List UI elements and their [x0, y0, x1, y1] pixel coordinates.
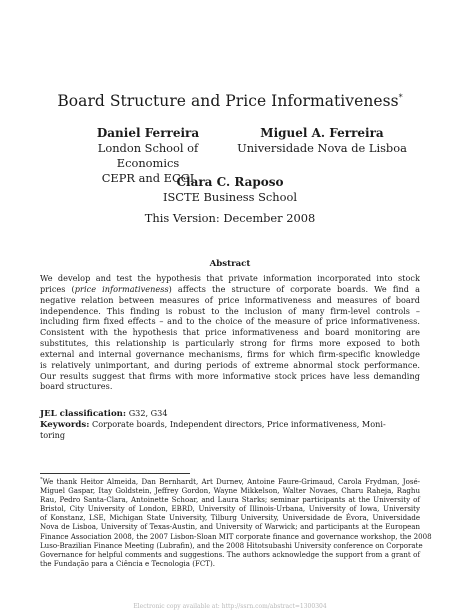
footnote-line: of Konstanz, LSE, Michigan State University, Tilburg University, Universidade de Évora, Universidade [40, 513, 420, 523]
abstract-text: ) affects the structure of corporate boards. We find a [168, 283, 420, 294]
footnote-line [40, 477, 420, 486]
author-affiliation: CEPR and ECGI [101, 171, 195, 185]
jel-value: G32, G34 [128, 408, 168, 418]
footnote-line: Rau, Pedro Santa-Clara, Antoinette Schoar, and Laura Starks; seminar participants at the University of [40, 495, 420, 505]
footnote-line: the Fundação para a Ciência e Tecnologia (FCT). [40, 558, 215, 568]
footnote-line: Miguel Gaspar, Itay Goldstein, Jeffrey Gordon, Wayne Mikkelson, Walter Novaes, Charu Raheja, Raghu [40, 486, 420, 496]
abstract-line: including firm fixed effects – and to the choice of the measure of price informativeness. [40, 316, 420, 327]
author-affiliation: London School of Economics [97, 141, 199, 170]
footnote-mark: * [40, 476, 43, 483]
keywords-label: Keywords: [40, 419, 90, 430]
abstract-text: prices ( [40, 283, 75, 294]
version-date: This Version: December 2008 [144, 211, 316, 225]
abstract-line [40, 284, 420, 295]
abstract-line: negative relation between measures of price informativeness and measures of board [40, 294, 420, 305]
title-footnote-mark: * [398, 92, 403, 102]
footnote-rule [40, 473, 190, 474]
author-name: Miguel A. Ferreira [260, 126, 384, 140]
footnote-line: Nova de Lisboa, University of Texas-Austin, and University of Warwick; and participants at the European [40, 522, 420, 532]
classification-block [40, 408, 420, 441]
abstract-heading: Abstract [209, 259, 251, 269]
author-affiliation: ISCTE Business School [162, 190, 297, 204]
abstract-line: independence. This finding is robust to the inclusion of many firm-level controls – [40, 305, 420, 316]
jel-label: JEL classification: [40, 409, 127, 419]
abstract-line: substitutes, this relationship is particularly strong for firms more exposed to both [40, 338, 420, 349]
abstract-line: external and internal governance mechanisms, firms for which firm-specific knowledge [40, 348, 420, 359]
abstract-line: board structures. [40, 381, 113, 392]
author-block-3 [130, 175, 330, 205]
author-name: Clara C. Raposo [176, 175, 284, 189]
footnote-line: Finance Association 2008, the 2007 Lisbon-Sloan MIT corporate finance and governance workshop, the 2008 [40, 531, 432, 541]
abstract-line: Our results suggest that firms with more informative stock prices have less demanding [40, 370, 420, 381]
abstract-line: Consistent with the hypothesis that price informativeness and board monitoring are [40, 327, 420, 338]
footnote-line: Governance for helpful comments and suggestions. The authors acknowledge the support from a grant of [40, 549, 420, 559]
keywords-continuation: toring [40, 429, 66, 440]
abstract-line: We develop and test the hypothesis that private information incorporated into stock [40, 273, 420, 283]
paper-title [0, 92, 460, 110]
author-block-2 [236, 126, 408, 156]
ssrn-watermark: Electronic copy available at: http://ssrn.com/abstract=1300304 [133, 603, 327, 610]
title-text: Board Structure and Price Informativeness [57, 92, 399, 110]
abstract-line: is relatively unimportant, and during periods of extreme abnormal stock performance. [40, 359, 420, 370]
abstract-body [40, 273, 420, 392]
keywords-value: Corporate boards, Independent directors, Price informativeness, Moni- [92, 418, 386, 429]
author-name: Daniel Ferreira [96, 126, 200, 140]
keywords [40, 419, 420, 430]
footnote [40, 476, 432, 568]
footnote-line-text: We thank Heitor Almeida, Dan Bernhardt, Art Durnev, Antoine Faure-Grimaud, Carola Frydman, José- [42, 477, 420, 486]
author-affiliation: Universidade Nova de Lisboa [237, 141, 407, 155]
footnote-line: Bristol, City University of London, EBRD, University of Illinois-Urbana, University of Iowa, University [40, 504, 420, 514]
abstract-italic-term: price informativeness [74, 283, 169, 294]
jel-classification [40, 408, 420, 419]
footnote-line: Luso-Brazilian Finance Meeting (Lubrafin), and the 2008 Hitotsubashi University conference on Corporate [40, 540, 423, 550]
